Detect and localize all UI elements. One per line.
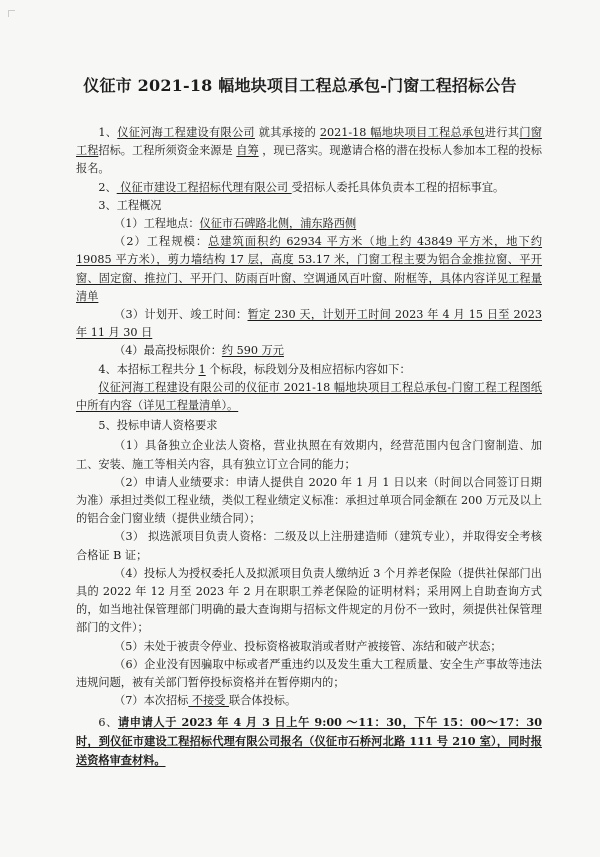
section-1-text-b: 进行其 xyxy=(484,126,520,139)
max-bid-price xyxy=(76,342,542,360)
qualification-item: （2）申请人业绩要求：申请人提供自 2020 年 1 月 1 日以来（时间以合同签订日期为准）承担过类似工程业绩，类似工程业绩定义标准：承担过单项合同金额在 200 万元及以上的铝合金门窗业绩（提供业绩合同）； xyxy=(76,475,542,526)
funding-source: 自筹 xyxy=(236,144,259,158)
lot-count: 1 xyxy=(198,362,206,376)
location-label: （1）工程地点： xyxy=(114,217,200,231)
project-location xyxy=(76,215,542,233)
document-title: 仪征市 2021-18 幅地块项目工程总承包-门窗工程招标公告 xyxy=(83,76,517,95)
scale-label: （2）工程规模： xyxy=(114,235,209,249)
qualification-item: （3） 拟选派项目负责人资格：二级及以上注册建造师（建筑专业），并取得安全考核合格证 B 证； xyxy=(76,530,542,562)
section-6-prefix: 6、 xyxy=(98,715,118,729)
period-label: （3）计划开、竣工时间： xyxy=(114,308,248,322)
section-2 xyxy=(76,179,542,197)
section-2-prefix: 2、 xyxy=(98,180,117,194)
project-scale xyxy=(76,233,542,306)
scale-value: 总建筑面积约 62934 平方米（地上约 43849 平方米，地下约 19085 平方米），剪力墙结构 17 层，高度 53.17 米，门窗工程主要为铝合金推拉窗、平开窗、固定窗、推拉门、平开门、防雨百叶窗、空调通风百叶窗、附框等，具体内容详见工程量清单 xyxy=(76,235,543,303)
section-5-heading: 5、投标申请人资格要求 xyxy=(98,419,218,433)
agent-name: 仪征市建设工程招标代理有限公司 xyxy=(116,180,292,194)
section-1 xyxy=(76,124,542,179)
scan-corner-mark xyxy=(8,10,15,17)
lot-content xyxy=(76,379,542,415)
qualification-item: （4）投标人为授权委托人及拟派项目负责人缴纳近 3 个月养老保险（提供社保部门出具的 2022 年 12 月至 2023 年 2 月在职职工养老保险的证明材料；采用网上自助查询方式的，如当地社保管理部门明确的最大查询期与招标文件规定的月份不一致时，须提供社保管理部门的文件）； xyxy=(76,566,542,635)
price-value: 约 590 万元 xyxy=(221,344,284,358)
section-4-text-b: 个标段，标段划分及相应招标内容如下： xyxy=(205,362,411,376)
qualification-item: （1）具备独立企业法人资格，营业执照在有效期内，经营范围内包含门窗制造、加工、安装、施工等相关内容，具有独立订立合同的能力； xyxy=(76,439,542,471)
section-1-text-d: ，现已落实。现邀请合格的潜在投标人参加本工程的投标报名。 xyxy=(76,144,542,176)
section-1-text-a: 就其承接的 xyxy=(254,126,320,139)
item-7-text-a: （7）本次招标 xyxy=(114,694,189,708)
project-period xyxy=(76,306,542,342)
consortium-accept: 不接受 xyxy=(188,694,230,708)
section-1-text-c: 招标。工程所须资金来源是 xyxy=(98,144,237,158)
registration-info: 请申请人于 2023 年 4 月 3 日上午 9:00 ～11：30，下午 15：00～17：30 时，到仪征市建设工程招标代理有限公司报名（仪征市石桥河北路 111 号 210 室），同时报送资格审查材料。 xyxy=(76,714,542,767)
qualification-item: （6）企业没有因骗取中标或者严重违约以及发生重大工程质量、安全生产事故等违法违规问题，被有关部门暂停投标资格并在暂停期内的； xyxy=(76,657,542,690)
qualification-item-7 xyxy=(76,692,542,710)
document-body xyxy=(76,124,542,770)
section-4-text-a: 4、本招标工程共分 xyxy=(98,362,199,376)
section-2-text: 受招标人委托具体负责本工程的招标事宜。 xyxy=(291,180,505,194)
tenderer-name: 仪征河海工程建设有限公司 xyxy=(117,126,255,139)
lot-content-text: 仪征河海工程建设有限公司的仪征市 2021-18 幅地块项目工程总承包-门窗工程工程图纸中所有内容（详见工程量清单）。 xyxy=(76,380,542,413)
item-7-text-b: 联合体投标。 xyxy=(229,694,297,708)
period-value: 暂定 230 天，计划开工时间 2023 年 4 月 15 日至 2023 年 11 月 30 日 xyxy=(76,308,543,340)
project-name: 2021-18 幅地块项目工程总承包 xyxy=(319,126,485,139)
section-1-prefix: 1、 xyxy=(98,126,118,139)
tender-scope: 门窗工程 xyxy=(76,126,542,158)
location-value: 仪征市石碑路北侧，浦东路西侧 xyxy=(199,217,357,231)
qualification-item: （5）未处于被责令停业、投标资格被取消或者财产被接管、冻结和破产状态； xyxy=(114,639,502,653)
price-label: （4）最高投标限价： xyxy=(114,344,222,358)
section-6 xyxy=(76,713,542,771)
section-4 xyxy=(76,361,542,379)
section-3-heading: 3、工程概况 xyxy=(98,198,162,212)
